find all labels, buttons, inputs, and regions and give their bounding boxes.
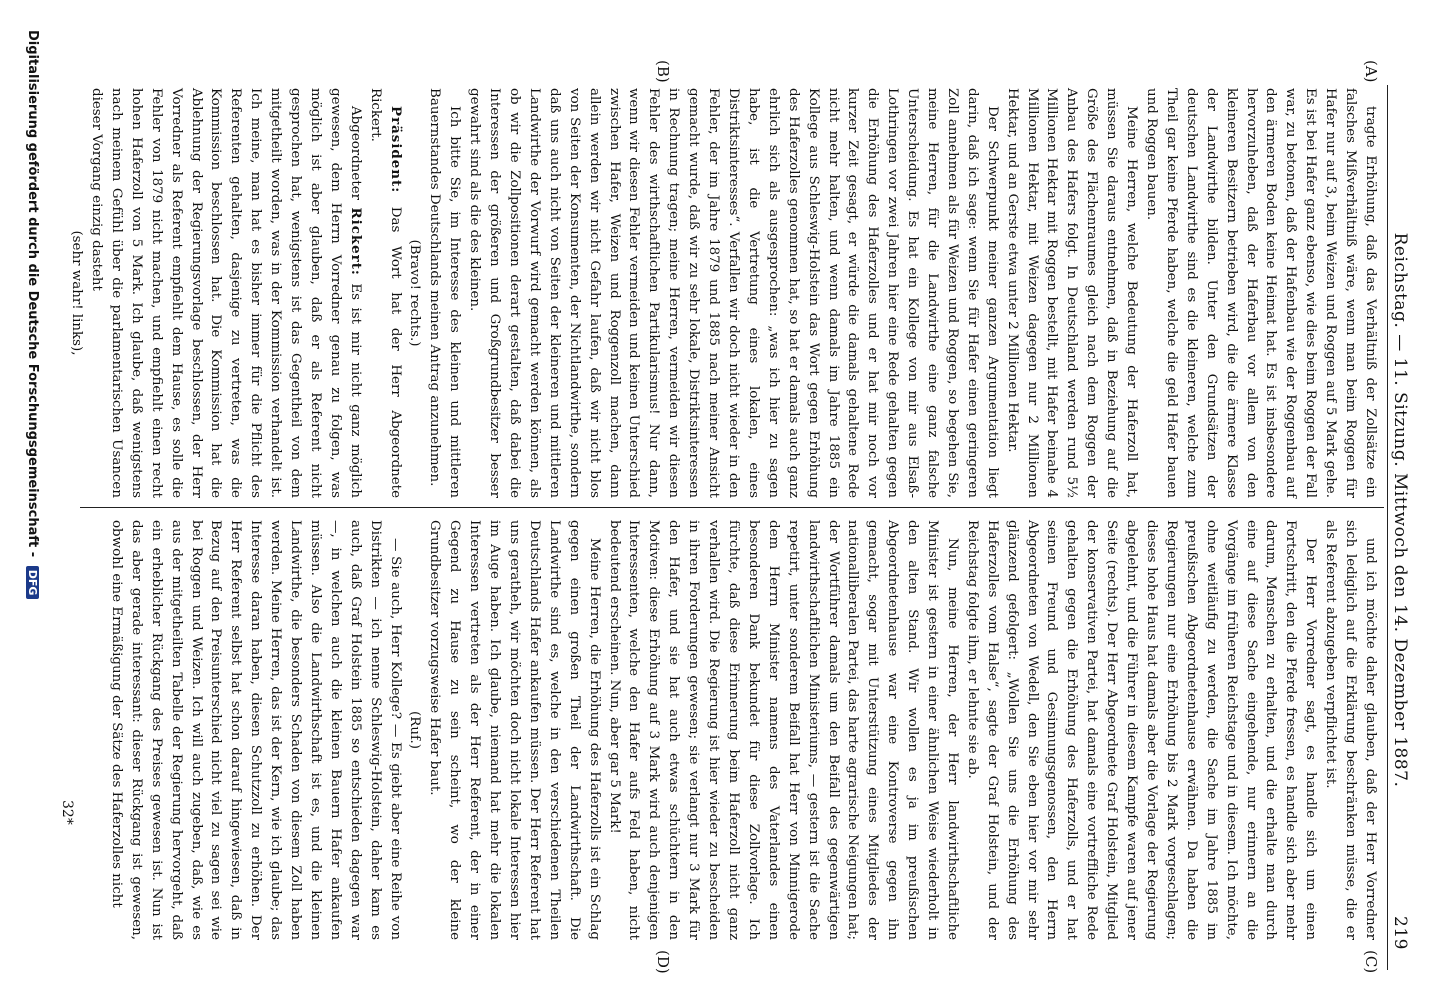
paragraph: Der Herr Vorredner sagt, es handle sich um einen Fortschritt, den die Pferde fressen, es handle sich aber mehr darum, Menschen zu erhalten, und die erhalte man durch eine auf diese Sache eingehende, nur erinnern an die Vorgänge im früheren Reichstage und in diesem. Ich möchte, ohne weitläufig zu werden, die Sache im Jahre 1885 im preußischen Abgeordnetenhause erwähnen. Da haben die Regierungen nur eine Erhöhung bis 2 Mark vorgeschlagen; dieses hohe Haus hat damals aber die Vorlage der Regierung abgelehnt, und die Führer in diesem Kampfe waren auf jener Seite (rechts). Der Herr Abgeordnete Graf Holstein, Mitglied der konservativen Partei, hat damals eine vortreffliche Rede gehalten gegen die Erhöhung des Haferzolls, und er hat seinen Freund und Gesinnungsgenossen, den Herrn Abgeordneten von Wedell, den Sie eben hier vor mir sehr glänzend gefolgert: „Wollen Sie uns die Erhöhung des Haferzolles vom Halse“, sagte der Graf Holstein, und der Reichstag folgte ihm, er lehnte sie ab. — [964, 520, 1319, 940]
paragraph: und ich möchte daher glauben, daß der Herr Vorredner sich lediglich auf die Erklärung beschränken müsse, die er als Referent abzugeben verpflichtet ist. — [1323, 520, 1378, 940]
footer-text: Digitalisierung gefördert durch die Deutsche Forschungsgemeinschaft - — [25, 30, 40, 558]
text-column-second — [108, 520, 1380, 940]
speech-text: Das Wort hat der Herr Abgeordnete Rickert. — [367, 88, 403, 498]
speaker-title: Abgeordneter — [347, 106, 363, 201]
paragraph: Der Schwerpunkt meiner ganzen Argumentation liegt darin, daß ich sage: wenn Sie für Hafer einen geringeren Zoll annehmen als für Weizen und Roggen, so begehen Sie, meine Herren, für die Landwirthe eine ganz falsche Unterscheidung. Es hat ein Kollege von mir aus Elsaß-Lothringen vor zwei Jahren hier eine Rede gehalten gegen die Erhöhung des Haferzolles und er hat mir noch vor kurzer Zeit gesagt, er würde die damals gehaltene Rede nicht mehr halten, und wenn damals im Jahre 1885 ein Kollege aus Schleswig-Holstein das Wort gegen Erhöhung des Haferzolles genommen hat, so hat er damals auch ganz ehrlich sich als ausgesprochen: „was ich hier zu sagen habe, ist die Vertretung eines lokalen, eines Distriktsinteresses“. Verfallen wir doch nicht wieder in den Fehler, der im Jahre 1879 und 1885 nach meiner Ansicht gemacht wurde, daß wir zu sehr lokale, Distriktsinteressen in Rechnung tragen; meine Herren, vermeiden wir diesen Fehler des wirthschaftlichen Partikularismus! Nur dann, wenn wir diesen Fehler vermeiden und keinen Unterschied zwischen Hafer, Weizen und Roggenzoll machen, dann allein werden wir nicht Gefahr laufen, daß wir nicht blos von Seiten der Konsumenten, der Nichtlandwirthe, sondern daß uns auch nicht von Seiten der kleineren und mittleren Landwirthe der Vorwurf wird gemacht werden können, als ob wir die Zollpositionen derart gestalten, daß dabei die Interessen der größeren und Großgrundbesitzer besser gewahrt sind als die des kleinen. — [467, 88, 1000, 498]
margin-marker-a: (A) — [1362, 60, 1380, 83]
paragraph: Nun, meine Herren, der Herr landwirthschaftliche Minister ist gestern in einer ähnlichen Weise wiederholt in den alten Stand. Wir wollen es ja im preußischen Abgeordnetenhause war eine Kontroverse gegen ihn gemacht, sogar mit Unterstützung eines Mitgliedes der nationalliberalen Partei, das harte agrarische Neigungen hat; der Wortführer damals um den Beifall des gegenwärtigen landwirthschaftlichen Ministeriums, — gestern ist die Sache repetirt, unter sonderem Beifall hat Herr von Minnigerode dem Herrn Minister namens des Vaterlandes einen besonderen Dank bekundet für diese Zollvorlage. Ich fürchte, daß diese Erinnerung beim Haferzoll nicht ganz verhallen wird. Die Regierung ist hier wieder zu bescheiden in ihren Forderungen gewesen; sie verlangt nur 3 Mark für den Hafer, und sie hat auch etwas schüchtern in den Motiven: diese Erhöhung auf 3 Mark wird auch denjenigen Interessenten, welche den Hafer aufs Feld haben, nicht bedeutend erscheinen. Nun, aber gar 5 Mark! — [606, 520, 960, 940]
page-number: 219 — [1390, 916, 1410, 950]
margin-marker-b: (B) — [654, 60, 672, 83]
header-rule — [1387, 85, 1388, 970]
header-title: Reichstag. — 11. Sitzung. Mittwoch den 14. Dezember 1887. — [1390, 232, 1410, 788]
paragraph: Ich bitte Sie, im Interesse des kleinen und mittleren Bauernstandes Deutschlands meinen Antrag anzunehmen. — [427, 88, 463, 498]
paragraph: tragte Erhöhung, daß das Verhältniß der Zollsätze ein falsches Mißverhältniß wäre, wenn man beim Roggen für Hafer nur auf 3, beim Weizen und Roggen auf 5 Mark gehe. Es ist bei Hafer ganz ebenso, wie dies beim Roggen der Fall war, zu betonen, daß der Hafenbau wie der Roggenbau auf den ärmeren Boden keine Heimat hat. Es ist insbesondere hervorzuheben, daß der Haferbau vor allem von den kleineren Besitzern betrieben wird, die die ärmere Klasse der Landwirthe bilden. Unter den Grundsätzen der deutschen Landwirthe sind es die kleineren, welche zum Theil gar keine Pferde haben, welche die geld Hafer bauen und Roggen bauen. — [1144, 88, 1378, 498]
column-divider — [80, 507, 1384, 508]
margin-marker-d: (D) — [654, 950, 672, 974]
paragraph: Meine Herren, welche Bedeutung der Haferzoll hat, müssen Sie daraus entnehmen, daß in Beziehung auf die Größe des Flächenraumes gleich nach dem Roggen der Anbau des Hafers folgt. In Deutschland werden rund 5½ Millionen Hektar mit Roggen bestellt, mit Hafer beinahe 4 Millionen Hektar, mit Weizen dagegen nur 2 Millionen Hektar, und an Gerste etwa unter 2 Millionen Hektar. — [1004, 88, 1140, 498]
text-column-first — [69, 88, 1380, 498]
margin-marker-c: (C) — [1362, 950, 1380, 974]
interjection: (Bravo! rechts.) — [407, 239, 423, 347]
interjection: (sehr wahr! links), — [69, 230, 85, 356]
speaker-name: Präsident: — [387, 106, 404, 194]
rickert-paragraph — [86, 88, 365, 498]
paragraph: Meine Herren, die Erhöhung des Haferzolls ist ein Schlag gegen einen großen Theil der Landwirthschaft. Die Landwirthe sind es, welche in den verschiedenen Theilen Deutschlands Hafer ankaufen müssen. Der Herr Referent hat uns geratheh, wir möchten doch nicht lokale Interessen hier im Auge haben. Ich glaube, niemand hat mehr die lokalen Interessen vertreten als der Herr Referent, der in einer Gegend zu Hause zu sein scheint, wo der kleine Grundbesitzer vorzugsweise Hafer baut. — [427, 520, 602, 940]
interjection: (Ruf.) — [407, 711, 423, 749]
dfg-logo: DFG — [26, 566, 39, 600]
page-header — [1384, 60, 1414, 960]
sheet-signature: 32* — [59, 800, 75, 825]
speech-text: Es ist mir nicht ganz möglich gewesen, dem Herrn Vorredner genau zu folgen, was möglich ist aber glauben, daß er als Referent nicht gesprochen hat, wenigstens ist das Gegentheil von dem mitgetheilt worden, was in der Kommission verhandelt ist. Ich meine, man hat es bisher immer für die Pflicht des Referenten gehalten, dasjenige zu vertreten, was die Kommission beschlossen hat. Die Kommission hat die Ablehnung der Regierungsvorlage beschlossen, der Herr Vorredner als Referent empfiehlt dem Hause, es solle die Fehler von 1879 nicht machen, und empfiehlt einen recht hohen Haferzoll von 5 Mark. Ich glaube, daß wenigstens nach meinem Gefühl über die parlamentarischen Usancen dieser Vorgang einzig dasteht — [89, 88, 363, 498]
president-paragraph — [365, 88, 405, 498]
digitization-footer — [10, 30, 40, 980]
speaker-name: Rickert: — [347, 207, 364, 276]
paragraph: — Sie auch, Herr Kollege? — Es giebt aber eine Reihe von Distrikten — ich nenne Schleswig-Holstein, daher kam es auch, daß Graf Holstein 1885 so entschieden dagegen war —, in welchen auch die kleinen Bauern Hafer ankaufen müssen. Also die Landwirthschaft ist es, und die kleinen Landwirthe, die besonders Schaden von diesem Zoll haben werden. Meine Herren, das ist der Kern, wie ich glaube; das Interesse daran haben, diesen Schutzzoll zu erhöhen. Der Herr Referent selbst hat schon darauf hingewiesen, daß in Bezug auf den Preisunterschied nicht viel zu sagen sei wie bei Roggen und Weizen. Ich will auch zugeben, daß, wie es aus der mitgetheilten Tabelle der Regierung hervorgeht, daß ein erheblicher Rückgang des Preises gewesen ist. Nun ist das aber gerade interessant: dieser Rückgang ist gewesen, obwohl eine Ermäßigung der Sätze des Haferzolles nicht — [108, 520, 403, 940]
